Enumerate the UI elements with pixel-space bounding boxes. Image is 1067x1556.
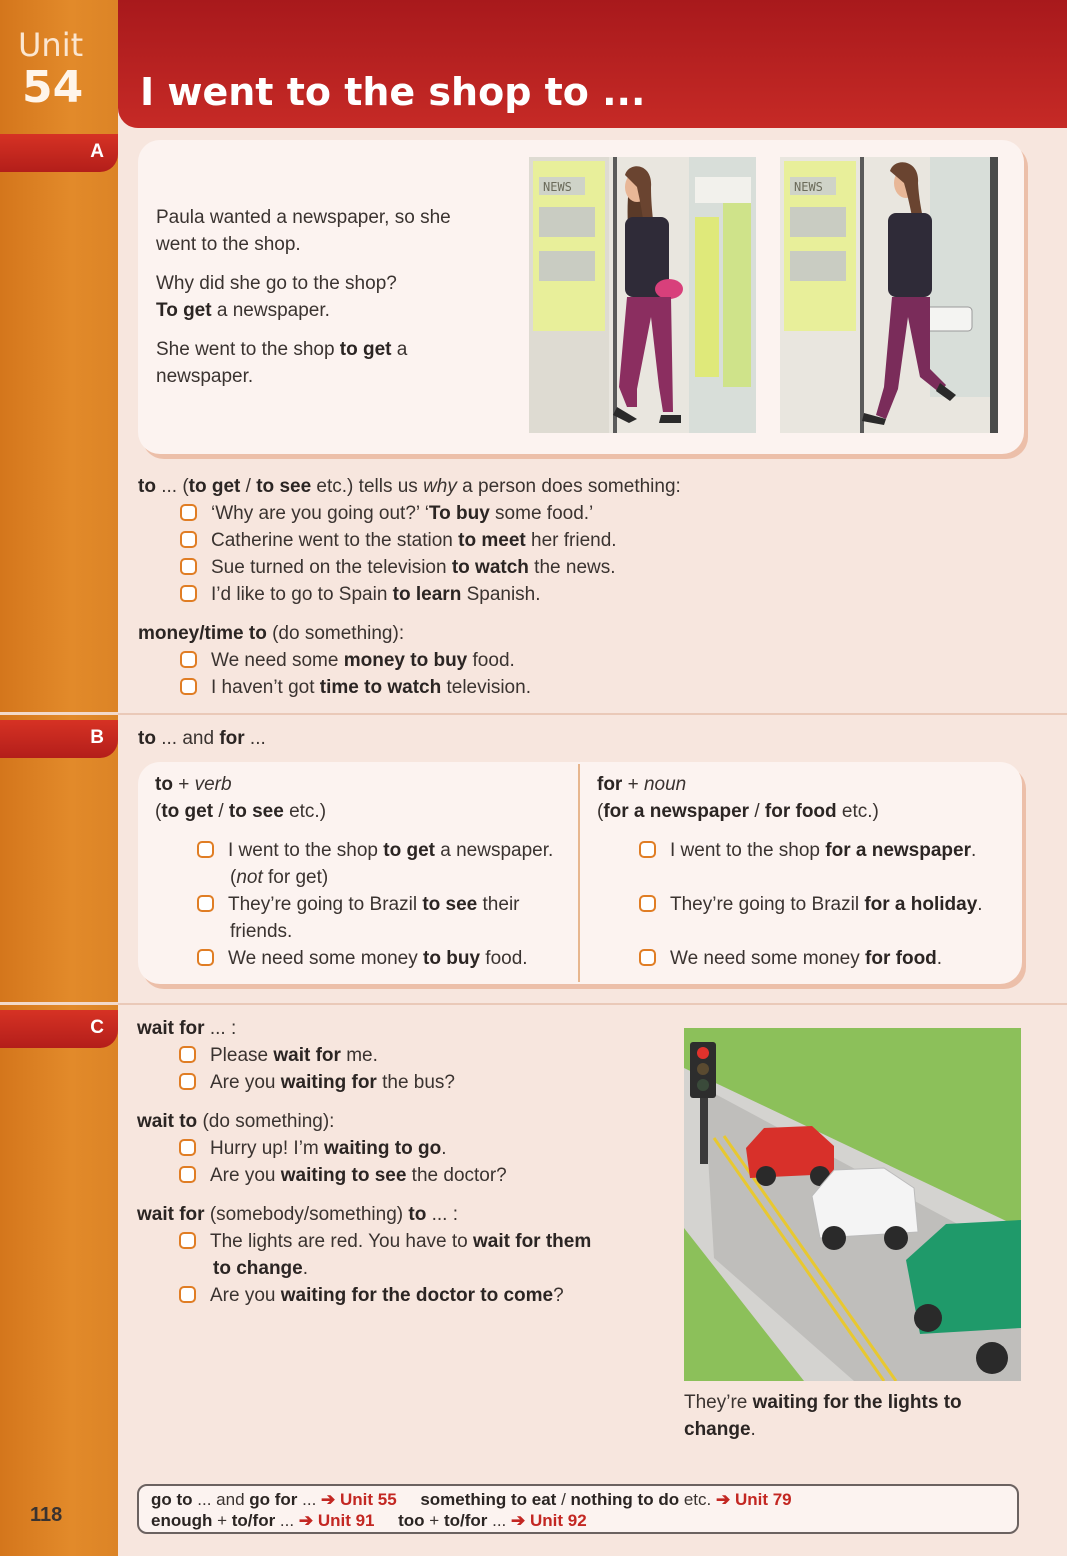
sidebar-divider [0,712,118,715]
example-item: They’re going to Brazil to see their [197,891,520,918]
unit-link[interactable]: Unit 55 [340,1490,397,1509]
story-text: went to the shop. [156,234,301,255]
checkbox-icon [179,1139,196,1156]
checkbox-icon [639,841,656,858]
checkbox-icon [197,949,214,966]
unit-number: 54 [22,62,84,113]
column-divider [578,764,580,982]
page-title: I went to the shop to ... [140,70,646,114]
arrow-right-icon: ➔ [321,1490,336,1509]
story-sentence: She went to the shop to get a [156,339,408,360]
example-item-cont: friends. [230,921,293,942]
checkbox-icon [179,1166,196,1183]
checkbox-icon [180,651,197,668]
example-item-cont: (not for get) [230,867,329,888]
rule-wait-to: wait to (do something): [137,1111,335,1132]
illustration-paula-entering-shop [529,157,756,433]
example-item: Hurry up! I’m waiting to go. [179,1135,446,1162]
example-item: I went to the shop to get a newspaper. [197,837,553,864]
example-item: Are you waiting for the bus? [179,1069,455,1096]
illustration-paula-leaving-shop [780,157,998,433]
example-item: I haven’t got time to watch television. [180,674,531,701]
cross-reference-line: go to ... and go for ... ➔ Unit 55 something to eat / nothing to do etc. ➔ Unit 79 [151,1490,792,1509]
story-answer: To get a newspaper. [156,300,330,321]
cross-reference-line: enough + to/for ... ➔ Unit 91 too + to/for ... ➔ Unit 92 [151,1511,587,1530]
example-item: Are you waiting for the doctor to come? [179,1282,564,1309]
sidebar [0,0,118,1556]
rule-wait-for-to: wait for (somebody/something) to ... : [137,1204,459,1225]
unit-link[interactable]: Unit 91 [317,1511,375,1530]
arrow-right-icon: ➔ [298,1511,314,1530]
example-item: Catherine went to the station to meet her friend. [180,527,617,554]
example-item: ‘Why are you going out?’ ‘To buy some food.’ [180,500,593,527]
unit-link[interactable]: Unit 92 [529,1511,587,1530]
section-b-heading: to ... and for ... [138,728,266,749]
to-verb-subheading: (to get / to see etc.) [155,801,327,822]
checkbox-icon [180,585,197,602]
section-tab-c: C [0,1010,118,1048]
arrow-right-icon: ➔ [511,1511,526,1530]
picture-caption-cont: change. [684,1419,756,1440]
story-question: Why did she go to the shop? [156,273,397,294]
checkbox-icon [179,1073,196,1090]
news-sign: NEWS [543,180,572,194]
picture-caption: They’re waiting for the lights to [684,1392,962,1413]
rule-money-time: money/time to (do something): [138,623,405,644]
story-sentence: newspaper. [156,366,254,387]
to-verb-heading: to + verb [155,774,232,795]
section-tab-a: A [0,134,118,172]
section-tab-b: B [0,720,118,758]
cross-reference-box [137,1484,1019,1534]
example-item: Are you waiting to see the doctor? [179,1162,507,1189]
checkbox-icon [197,841,214,858]
rule-wait-for: wait for ... : [137,1018,237,1039]
arrow-right-icon: ➔ [715,1490,731,1509]
checkbox-icon [197,895,214,912]
illustration-cars-at-traffic-lights [684,1028,1021,1381]
example-item: Please wait for me. [179,1042,378,1069]
rule-to-why: to ... (to get / to see etc.) tells us why a person does something: [138,476,681,497]
example-item-cont: to change. [213,1258,309,1279]
section-divider [118,1003,1067,1005]
unit-link[interactable]: Unit 79 [734,1490,792,1509]
unit-label: Unit [18,26,84,64]
for-noun-heading: for + noun [597,774,687,795]
example-item: We need some money to buy food. [180,647,515,674]
checkbox-icon [180,504,197,521]
checkbox-icon [639,949,656,966]
checkbox-icon [180,531,197,548]
example-item: We need some money to buy food. [197,945,528,972]
checkbox-icon [639,895,656,912]
sidebar-divider [0,1002,118,1005]
example-item: The lights are red. You have to wait for them [179,1228,591,1255]
section-divider [118,713,1067,715]
page-number: 118 [30,1504,63,1526]
checkbox-icon [179,1232,196,1249]
news-sign: NEWS [794,180,823,194]
for-noun-subheading: (for a newspaper / for food etc.) [597,801,879,822]
example-item: They’re going to Brazil for a holiday. [639,891,983,918]
example-item: I went to the shop for a newspaper. [639,837,976,864]
example-item: I’d like to go to Spain to learn Spanish. [180,581,541,608]
example-item: Sue turned on the television to watch the news. [180,554,616,581]
checkbox-icon [179,1046,196,1063]
checkbox-icon [180,678,197,695]
example-item: We need some money for food. [639,945,942,972]
checkbox-icon [180,558,197,575]
story-text: Paula wanted a newspaper, so she [156,207,451,228]
checkbox-icon [179,1286,196,1303]
